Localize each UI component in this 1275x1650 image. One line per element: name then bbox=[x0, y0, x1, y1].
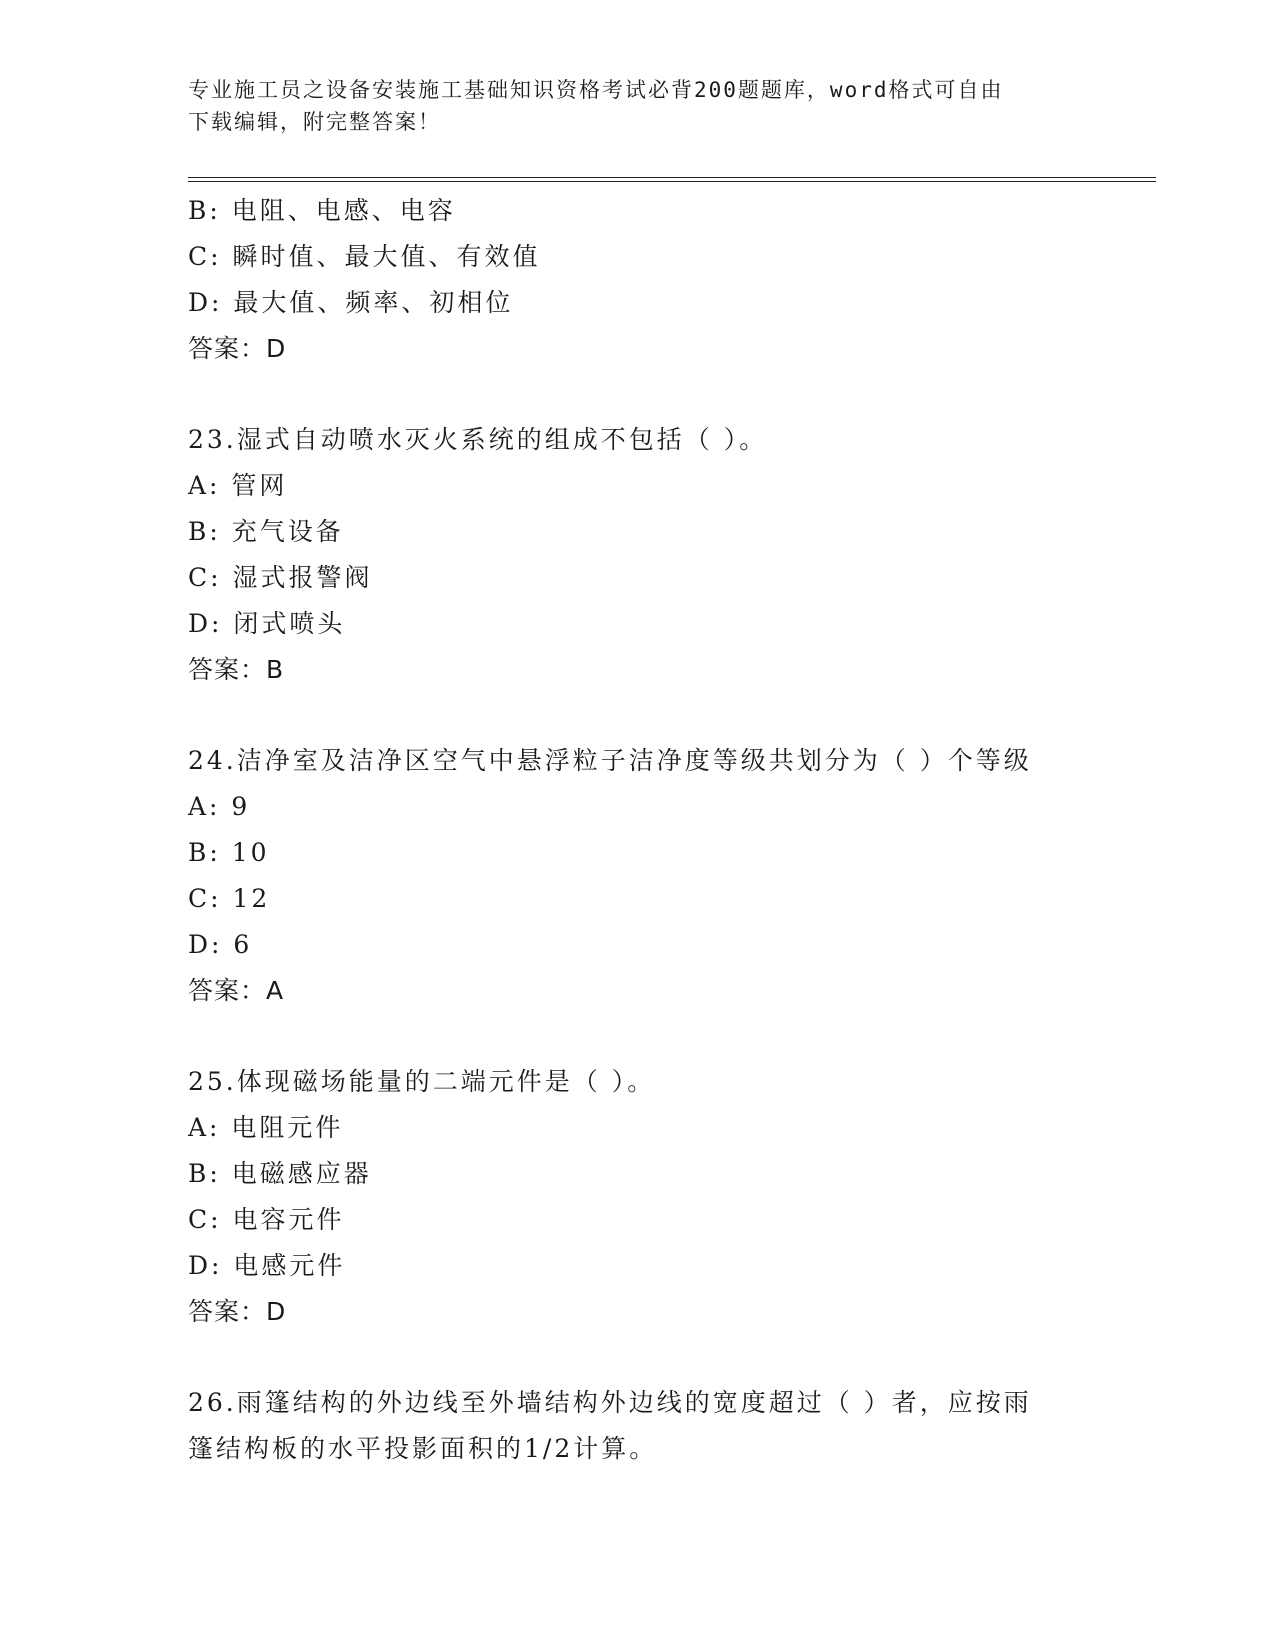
question-25 bbox=[188, 1059, 1088, 1335]
question-24 bbox=[188, 738, 1088, 1014]
option-a: A: 管网 bbox=[188, 471, 288, 500]
document-header bbox=[188, 74, 1068, 138]
question-26 bbox=[188, 1380, 1088, 1472]
header-line-2: 下载编辑，附完整答案！ bbox=[188, 110, 441, 134]
option-d: D: 电感元件 bbox=[188, 1251, 346, 1280]
option-d: D: 6 bbox=[188, 930, 253, 959]
answer-label: 答案：D bbox=[188, 334, 287, 363]
question-list bbox=[188, 188, 1088, 1472]
option-d: D: 闭式喷头 bbox=[188, 609, 346, 638]
option-b: B: 10 bbox=[188, 838, 270, 867]
question-23 bbox=[188, 417, 1088, 693]
option-c: C: 湿式报警阀 bbox=[188, 563, 373, 592]
answer-label: 答案：B bbox=[188, 655, 285, 684]
option-a: A: 9 bbox=[188, 792, 251, 821]
option-c: C: 12 bbox=[188, 884, 271, 913]
option-a: A: 电阻元件 bbox=[188, 1113, 344, 1142]
question-text: 25.体现磁场能量的二端元件是（ ）。 bbox=[188, 1067, 656, 1096]
answer-label: 答案：A bbox=[188, 976, 285, 1005]
question-text-line-1: 26.雨篷结构的外边线至外墙结构外边线的宽度超过（ ）者，应按雨 bbox=[188, 1388, 1032, 1417]
question-22-tail bbox=[188, 188, 1088, 372]
option-b: B: 电阻、电感、电容 bbox=[188, 196, 456, 225]
answer-label: 答案：D bbox=[188, 1297, 287, 1326]
option-c: C: 电容元件 bbox=[188, 1205, 345, 1234]
option-b: B: 充气设备 bbox=[188, 517, 344, 546]
header-line-1: 专业施工员之设备安装施工基础知识资格考试必背200题题库，word格式可自由 bbox=[188, 78, 1004, 102]
question-text: 23.湿式自动喷水灭火系统的组成不包括（ ）。 bbox=[188, 425, 768, 454]
option-b: B: 电磁感应器 bbox=[188, 1159, 372, 1188]
option-d: D: 最大值、频率、初相位 bbox=[188, 288, 514, 317]
header-divider bbox=[188, 177, 1156, 182]
question-text: 24.洁净室及洁净区空气中悬浮粒子洁净度等级共划分为（ ）个等级 bbox=[188, 746, 1032, 775]
option-c: C: 瞬时值、最大值、有效值 bbox=[188, 242, 541, 271]
question-text-line-2: 篷结构板的水平投影面积的1/2计算。 bbox=[188, 1434, 658, 1463]
